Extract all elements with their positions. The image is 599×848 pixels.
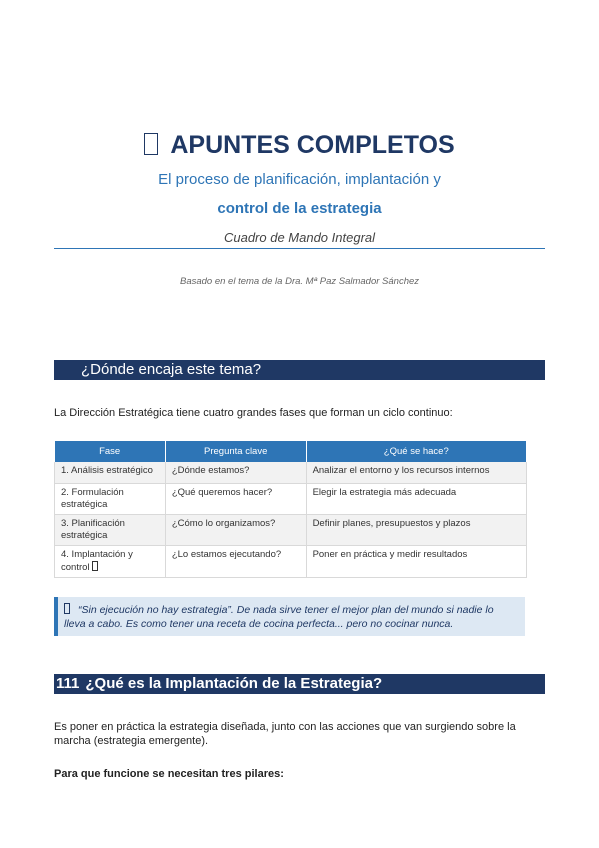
column-header: Pregunta clave — [165, 441, 306, 462]
table-cell: ¿Qué queremos hacer? — [165, 483, 306, 514]
table-cell: ¿Lo estamos ejecutando? — [165, 545, 306, 577]
section-heading-where — [54, 360, 545, 380]
column-header: ¿Qué se hace? — [306, 441, 526, 462]
section-number: 111 — [56, 675, 80, 692]
intro-paragraph: La Dirección Estratégica tiene cuatro grandes fases que forman un ciclo continuo: — [54, 407, 453, 419]
column-header: Fase — [55, 441, 166, 462]
pillars-lead: Para que funcione se necesitan tres pilares: — [54, 768, 284, 780]
quote-callout — [54, 597, 525, 636]
phases-table — [54, 441, 527, 578]
table-cell — [55, 545, 166, 577]
section-heading-text: ¿Dónde encaja este tema? — [81, 361, 262, 378]
missing-glyph-icon — [92, 561, 98, 571]
table-cell: Poner en práctica y medir resultados — [306, 545, 526, 577]
section-heading-text: ¿Qué es la Implantación de la Estrategia? — [85, 675, 383, 692]
table-header-row — [55, 441, 527, 462]
section-heading-implantation — [54, 674, 545, 694]
quote-text: “Sin ejecución no hay estrategia”. De nada sirve tener el mejor plan del mundo si nadie lo lleva a cabo. Es como tener una receta de cocina perfecta... pero no cocinar nunca. — [64, 604, 494, 630]
table-row — [55, 514, 527, 545]
subtitle-line-1: El proceso de planificación, implantación y — [158, 171, 441, 188]
subtitle-line-3: Cuadro de Mando Integral — [223, 230, 376, 245]
table-cell: ¿Cómo lo organizamos? — [165, 514, 306, 545]
title-divider — [54, 248, 545, 249]
table-cell: 3. Planificación estratégica — [55, 514, 166, 545]
document-title — [54, 131, 545, 160]
table-cell: Definir planes, presupuestos y plazos — [306, 514, 526, 545]
table-row — [55, 545, 527, 577]
title-text: APUNTES COMPLETOS — [170, 131, 455, 159]
missing-glyph-icon — [64, 603, 70, 614]
table-row — [55, 462, 527, 483]
table-cell: ¿Dónde estamos? — [165, 462, 306, 483]
table-cell: 1. Análisis estratégico — [55, 462, 166, 483]
table-cell: Elegir la estrategia más adecuada — [306, 483, 526, 514]
table-row — [55, 483, 527, 514]
table-cell: Analizar el entorno y los recursos internos — [306, 462, 526, 483]
missing-glyph-icon — [144, 133, 158, 155]
definition-paragraph: Es poner en práctica la estrategia diseñada, junto con las acciones que van surgiendo sobre la marcha (estrategia emergente). — [54, 721, 516, 747]
table-cell-text: 4. Implantación y control — [61, 548, 133, 573]
table-cell: 2. Formulación estratégica — [55, 483, 166, 514]
based-on-note: Basado en el tema de la Dra. Mª Paz Salmador Sánchez — [179, 276, 420, 287]
subtitle-line-2: control de la estrategia — [217, 200, 382, 217]
